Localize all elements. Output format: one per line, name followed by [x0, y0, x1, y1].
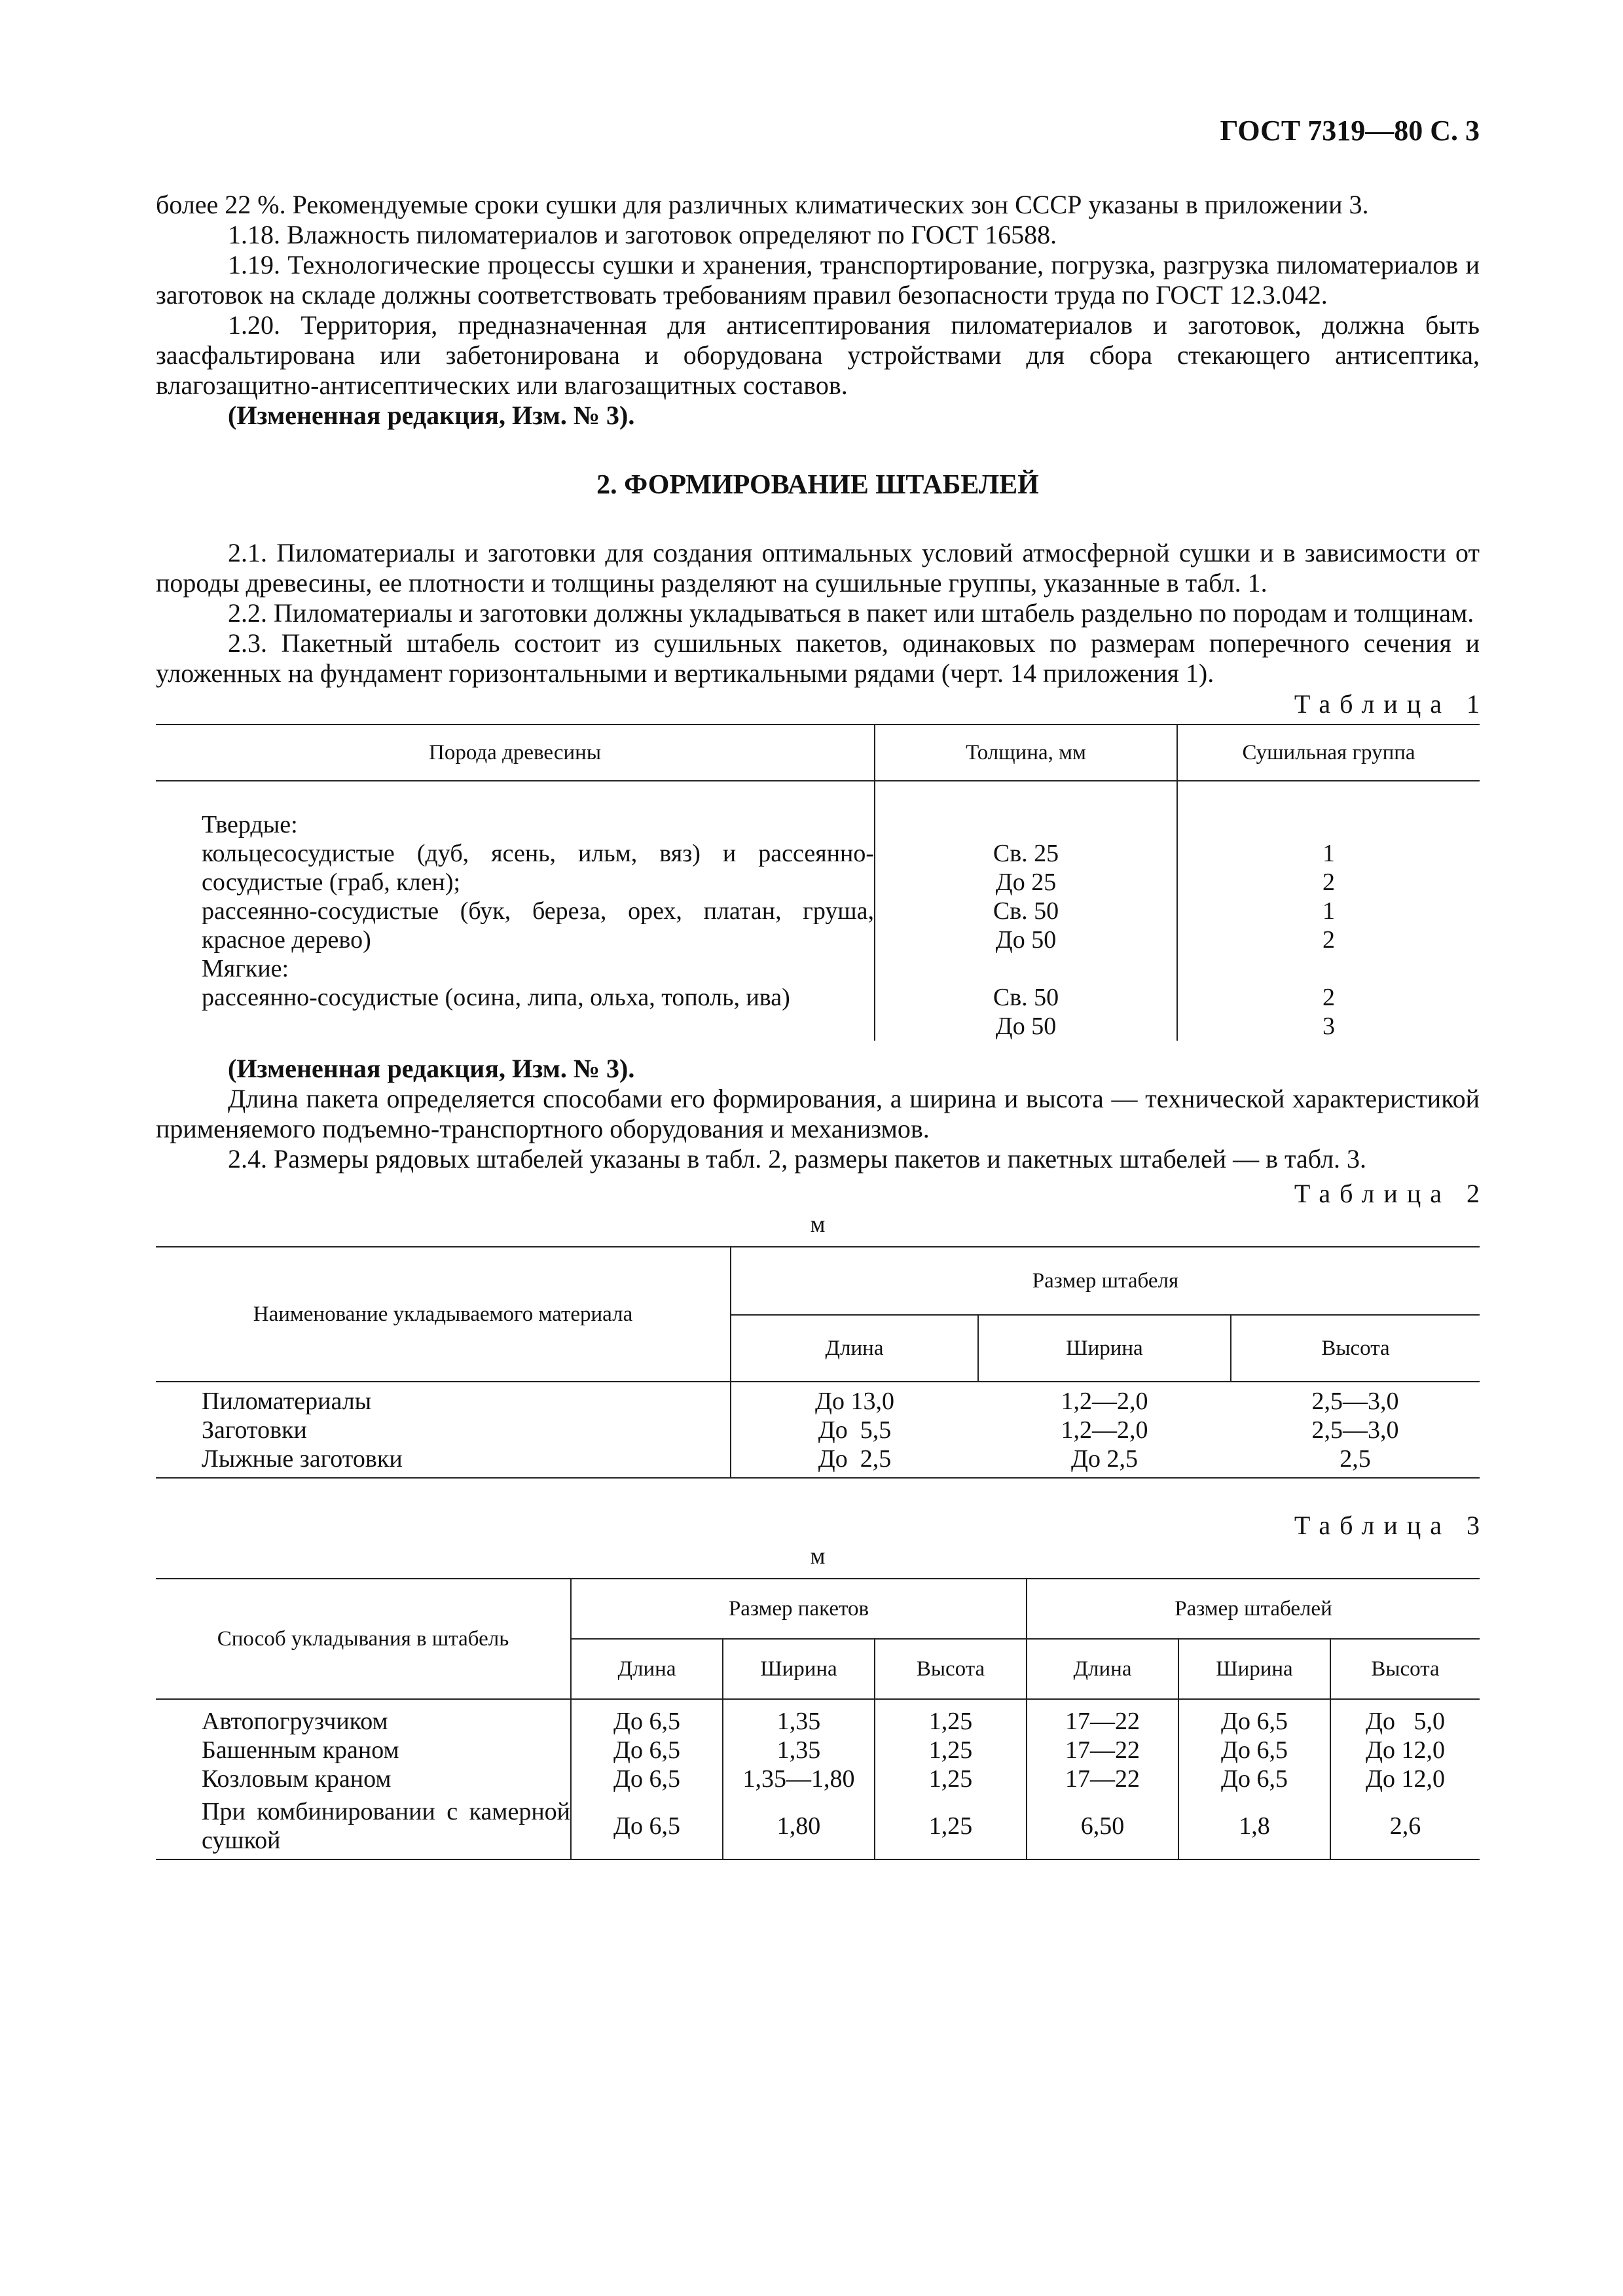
table-unit: м	[810, 1543, 826, 1569]
table-cell: Св. 50	[993, 984, 1059, 1011]
column-header: Порода древесины	[156, 725, 875, 781]
table-unit: м	[810, 1211, 826, 1237]
table-cell: 1,8	[1178, 1793, 1330, 1859]
table-cell: рассеянно-сосудистые (бук, береза, орех, платан, груша, красное дерево)	[202, 897, 874, 954]
table-cell: До 50	[995, 926, 1057, 954]
table-cell: 1	[1322, 840, 1335, 867]
amendment-note: (Измененная редакция, Изм. № 3).	[228, 401, 635, 430]
table-row	[156, 1699, 1480, 1736]
paragraph: 2.2. Пиломатериалы и заготовки должны укладываться в пакет или штабель раздельно по породам и толщинам.	[228, 598, 1474, 628]
table-cell: До 25	[995, 869, 1057, 896]
column-header: Размер штабелей	[1027, 1579, 1480, 1639]
table-cell: рассеянно-сосудистые (осина, липа, ольха, тополь, ива)	[202, 984, 790, 1011]
section-title: 2. ФОРМИРОВАНИЕ ШТАБЕЛЕЙ	[596, 470, 1039, 500]
table-cell: 2,5—3,0	[1311, 1416, 1399, 1444]
table-cell: Лыжные заготовки	[202, 1445, 403, 1473]
table-row	[156, 897, 1480, 954]
table-cell: Автопогрузчиком	[202, 1708, 388, 1735]
table-2	[156, 1246, 1480, 1479]
table-cell: 3	[1322, 1013, 1335, 1040]
column-header: Высота	[1330, 1639, 1480, 1699]
table-cell: 1,80	[723, 1793, 875, 1859]
table-cell: 1,25	[875, 1793, 1027, 1859]
table-cell: До 2,5	[1071, 1445, 1138, 1473]
column-header: Наименование укладываемого материала	[156, 1247, 731, 1382]
table-caption: Таблица 1	[1294, 689, 1489, 719]
table-row	[156, 954, 1480, 983]
column-header: Длина	[1027, 1639, 1178, 1699]
table-cell: До 6,5	[1178, 1736, 1330, 1765]
table-caption: Таблица 3	[1294, 1511, 1489, 1540]
table-cell: 1,25	[875, 1736, 1027, 1765]
column-header: Размер штабеля	[731, 1247, 1480, 1315]
paragraph: более 22 %. Рекомендуемые сроки сушки для различных климатических зон СССР указаны в приложении 3.	[156, 190, 1369, 219]
table-cell: 17—22	[1027, 1765, 1178, 1793]
column-header: Длина	[571, 1639, 723, 1699]
table-row	[156, 810, 1480, 839]
table-cell: До 6,5	[571, 1699, 723, 1736]
table-cell: До 6,5	[571, 1736, 723, 1765]
column-header: Способ укладывания в штабель	[156, 1579, 571, 1699]
table-row	[156, 1444, 1480, 1478]
column-header: Размер пакетов	[571, 1579, 1027, 1639]
column-header: Ширина	[978, 1315, 1231, 1382]
paragraph: 2.3. Пакетный штабель состоит из сушильных пакетов, одинаковых по размерам поперечного сечения и уложенных на фундамент горизонтальными и вертикальными рядами (черт. 14 приложения 1).	[156, 628, 1480, 688]
table-cell: До 2,5	[731, 1444, 978, 1478]
table-cell: 1,2—2,0	[1061, 1416, 1148, 1444]
table-row	[156, 1416, 1480, 1444]
table-cell: 17—22	[1027, 1699, 1178, 1736]
paragraph: 1.18. Влажность пиломатериалов и заготовок определяют по ГОСТ 16588.	[228, 220, 1057, 249]
table-row	[156, 983, 1480, 1041]
table-cell: 6,50	[1027, 1793, 1178, 1859]
document-page	[156, 111, 1489, 1860]
table-3	[156, 1578, 1480, 1860]
table-cell: До 6,5	[1178, 1765, 1330, 1793]
table-cell: До 6,5	[571, 1765, 723, 1793]
table-cell: 2,6	[1330, 1793, 1480, 1859]
table-cell: 1,2—2,0	[1061, 1388, 1148, 1415]
table-cell: 1	[1322, 897, 1335, 925]
table-cell: До 50	[995, 1013, 1057, 1040]
table-caption: Таблица 2	[1294, 1179, 1489, 1208]
table-cell: До 12,0	[1330, 1765, 1480, 1793]
paragraph: 2.4. Размеры рядовых штабелей указаны в табл. 2, размеры пакетов и пакетных штабелей — в табл. 3.	[228, 1144, 1367, 1174]
paragraph: 2.1. Пиломатериалы и заготовки для создания оптимальных условий атмосферной сушки и в зависимости от породы древесины, ее плотности и толщины разделяют на сушильные группы, указанные в табл. 1.	[156, 538, 1480, 598]
table-cell: 1,25	[875, 1765, 1027, 1793]
group-label: Мягкие:	[202, 955, 289, 982]
paragraph: 1.20. Территория, предназначенная для антисептирования пиломатериалов и заготовок, должна быть заасфальтирована или забетонирована и оборудована устройствами для сбора стекающего антисептика, влагозащитно-антисептических или влагозащитных составов.	[156, 310, 1480, 400]
paragraph: Длина пакета определяется способами его формирования, а ширина и высота — технической характеристикой применяемого подъемно-транспортного оборудования и механизмов.	[156, 1084, 1480, 1143]
table-row	[156, 1382, 1480, 1416]
table-cell: До 5,0	[1330, 1699, 1480, 1736]
page-header: ГОСТ 7319—80 С. 3	[1220, 115, 1480, 147]
table-cell: 2,5	[1340, 1445, 1371, 1473]
table-cell: 1,25	[875, 1699, 1027, 1736]
table-cell: До 6,5	[1178, 1699, 1330, 1736]
table-row	[156, 839, 1480, 897]
table-cell: Пиломатериалы	[202, 1388, 372, 1415]
table-cell: кольцесосудистые (дуб, ясень, ильм, вяз) и рассеянно-сосудистые (граб, клен);	[202, 840, 874, 896]
table-row	[156, 1765, 1480, 1793]
table-cell: До 13,0	[731, 1382, 978, 1416]
group-label: Твердые:	[202, 811, 298, 838]
table-1	[156, 724, 1480, 1041]
table-cell: 2	[1322, 984, 1335, 1011]
table-row	[156, 1793, 1480, 1859]
table-cell: 17—22	[1027, 1736, 1178, 1765]
table-row	[156, 1736, 1480, 1765]
table-cell: 1,35	[723, 1699, 875, 1736]
table-cell: При комбинировании с камерной сушкой	[202, 1798, 570, 1854]
column-header: Ширина	[1178, 1639, 1330, 1699]
table-cell: Козловым краном	[202, 1765, 392, 1793]
column-header: Толщина, мм	[875, 725, 1177, 781]
column-header: Сушильная группа	[1177, 725, 1480, 781]
table-cell: 2,5—3,0	[1311, 1388, 1399, 1415]
column-header: Длина	[731, 1315, 978, 1382]
table-cell: Св. 50	[993, 897, 1059, 925]
table-cell: 2	[1322, 926, 1335, 954]
table-cell: 1,35—1,80	[723, 1765, 875, 1793]
table-cell: 1,35	[723, 1736, 875, 1765]
table-cell: Башенным краном	[202, 1736, 399, 1764]
table-cell: До 12,0	[1330, 1736, 1480, 1765]
table-cell: Св. 25	[993, 840, 1059, 867]
table-cell: До 6,5	[571, 1793, 723, 1859]
paragraph: 1.19. Технологические процессы сушки и хранения, транспортирование, погрузка, разгрузка пиломатериалов и заготовок на складе должны соответствовать требованиям правил безопасности труда по ГОСТ 12.3.042.	[156, 250, 1480, 310]
column-header: Ширина	[723, 1639, 875, 1699]
table-cell: 2	[1322, 869, 1335, 896]
table-cell: До 5,5	[731, 1416, 978, 1444]
amendment-note: (Измененная редакция, Изм. № 3).	[228, 1054, 635, 1083]
table-cell: Заготовки	[202, 1416, 307, 1444]
column-header: Высота	[875, 1639, 1027, 1699]
column-header: Высота	[1231, 1315, 1480, 1382]
